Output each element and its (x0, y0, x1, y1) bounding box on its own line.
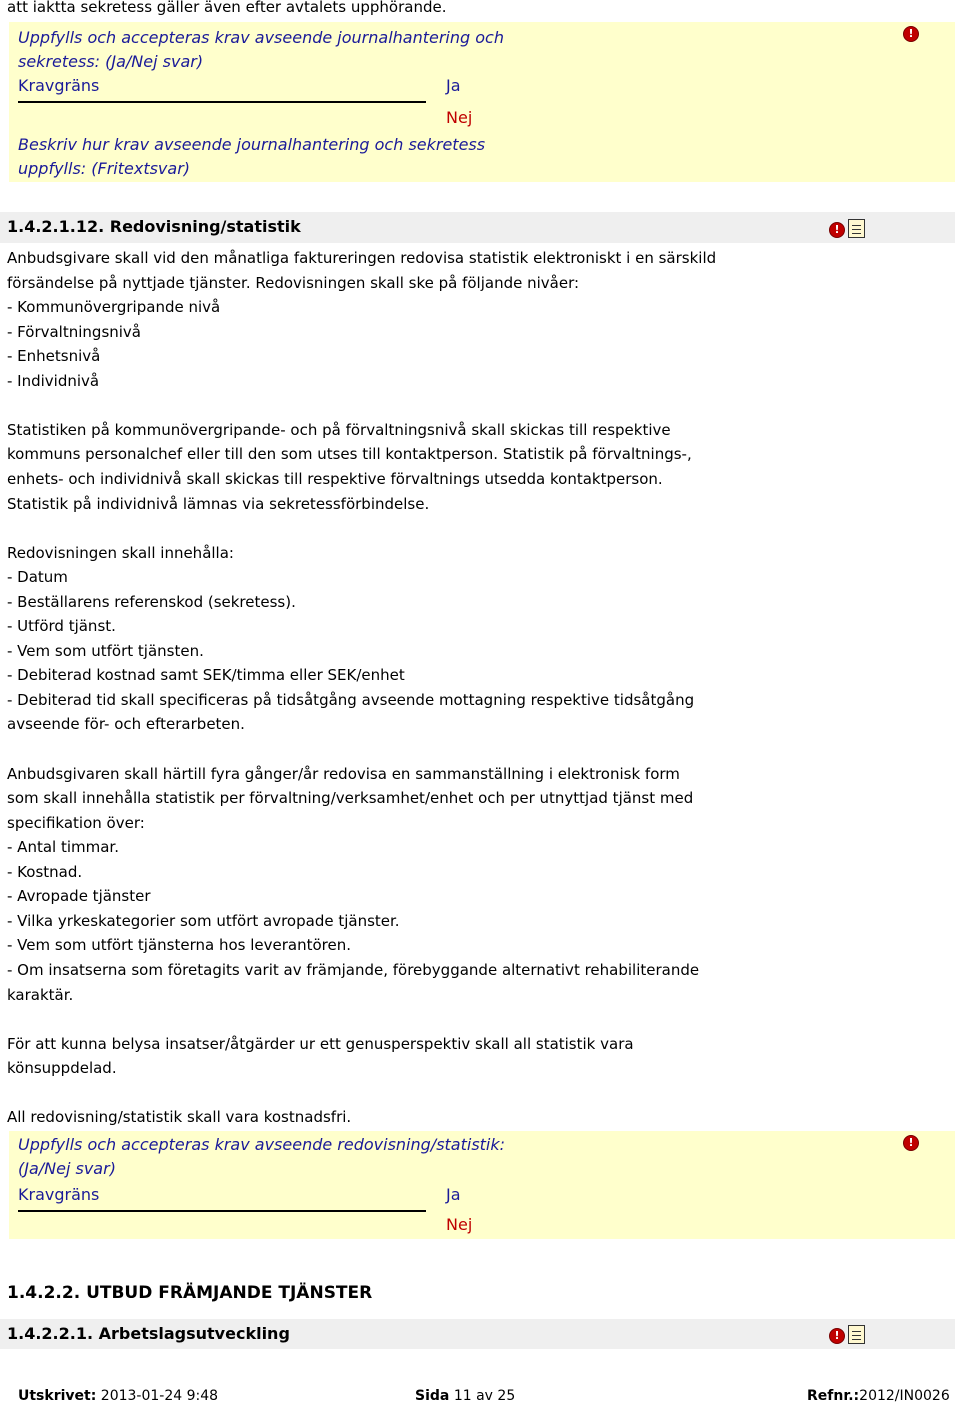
body-line: - Individnivå (7, 371, 100, 390)
answer-nej[interactable]: Nej (446, 1215, 473, 1234)
section-heading: 1.4.2.1.12. Redovisning/statistik (7, 217, 301, 236)
subsection-heading: 1.4.2.2.1. Arbetslagsutveckling (7, 1324, 290, 1343)
body-line: - Kommunövergripande nivå (7, 298, 221, 317)
section-heading-bar (0, 212, 955, 243)
body-line: könsuppdelad. (7, 1059, 117, 1078)
answer-nej[interactable]: Nej (446, 108, 473, 127)
body-line: Statistiken på kommunövergripande- och på förvaltningsnivå skall skickas till respektive (7, 420, 671, 439)
warning-icon: ! (903, 26, 919, 42)
body-line: Statistik på individnivå lämnas via sekretessförbindelse. (7, 494, 430, 513)
body-line: - Debiterad kostnad samt SEK/timma eller SEK/enhet (7, 666, 405, 685)
body-line: enhets- och individnivå skall skickas till respektive förvaltnings utsedda kontaktperson. (7, 469, 663, 488)
body-line: - Kostnad. (7, 862, 83, 881)
body-line: - Vilka yrkeskategorier som utfört avropade tjänster. (7, 911, 400, 930)
body-line: - Antal timmar. (7, 838, 119, 857)
body-line: - Debiterad tid skall specificeras på tidsåtgång avseende mottagning respektive tidsåtgång (7, 690, 695, 709)
body-line: Anbudsgivaren skall härtill fyra gånger/år redovisa en sammanställning i elektronisk form (7, 764, 680, 783)
question-text: Uppfylls och accepteras krav avseende journalhantering och sekretess: (Ja/Nej svar) (18, 28, 504, 71)
body-line: All redovisning/statistik skall vara kostnadsfri. (7, 1108, 352, 1127)
document-icon[interactable] (848, 1325, 865, 1344)
body-line: - Om insatserna som företagits varit av främjande, förebyggande alternativt rehabiliterande (7, 960, 700, 979)
body-line: - Utförd tjänst. (7, 617, 116, 636)
body-line: försändelse på nyttjade tjänster. Redovisningen skall ske på följande nivåer: (7, 273, 580, 292)
footer-page: Sida 11 av 25 (415, 1388, 516, 1404)
question-text: Uppfylls och accepteras krav avseende redovisning/statistik: (Ja/Nej svar) (18, 1135, 506, 1178)
requirement-box-statistik (9, 1131, 955, 1239)
main-heading: 1.4.2.2. UTBUD FRÄMJANDE TJÄNSTER (7, 1283, 373, 1303)
kravgrans-line (18, 1210, 426, 1212)
kravgrans-label: Kravgräns (18, 1185, 100, 1204)
body-line: - Beställarens referenskod (sekretess). (7, 592, 296, 611)
body-line: Redovisningen skall innehålla: (7, 543, 234, 562)
document-icon[interactable] (848, 219, 865, 238)
footer-printed: Utskrivet: 2013-01-24 9:48 (18, 1388, 219, 1404)
body-line: - Förvaltningsnivå (7, 322, 141, 341)
body-line: - Avropade tjänster (7, 887, 151, 906)
body-line: - Vem som utfört tjänsterna hos leverantören. (7, 936, 351, 955)
kravgrans-line (18, 101, 426, 103)
body-line: som skall innehålla statistik per förvaltning/verksamhet/enhet och per utnyttjad tjänst med (7, 789, 694, 808)
body-line: specifikation över: (7, 813, 145, 832)
body-line: För att kunna belysa insatser/åtgärder ur ett genusperspektiv skall all statistik vara (7, 1034, 634, 1053)
requirement-box-journal (9, 22, 955, 182)
warning-icon: ! (829, 222, 845, 238)
top-text: att iaktta sekretess gäller även efter avtalets upphörande. (7, 0, 447, 16)
kravgrans-label: Kravgräns (18, 76, 100, 95)
footer-ref: Refnr.:2012/IN0026 (807, 1388, 950, 1404)
body-line: karaktär. (7, 985, 74, 1004)
answer-ja[interactable]: Ja (446, 1185, 461, 1204)
answer-ja[interactable]: Ja (446, 76, 461, 95)
body-line: - Datum (7, 568, 68, 587)
warning-icon: ! (829, 1328, 845, 1344)
subsection-heading-bar (0, 1319, 955, 1349)
body-line: Anbudsgivare skall vid den månatliga faktureringen redovisa statistik elektroniskt i en särskild (7, 249, 717, 267)
body-line: kommuns personalchef eller till den som utses till kontaktperson. Statistik på förvaltnings-, (7, 445, 692, 464)
body-line: - Enhetsnivå (7, 347, 101, 366)
warning-icon: ! (903, 1135, 919, 1151)
describe-text: Beskriv hur krav avseende journalhantering och sekretess uppfylls: (Fritextsvar) (18, 135, 486, 178)
body-line: avseende för- och efterarbeten. (7, 715, 245, 734)
body-line: - Vem som utfört tjänsten. (7, 641, 204, 660)
